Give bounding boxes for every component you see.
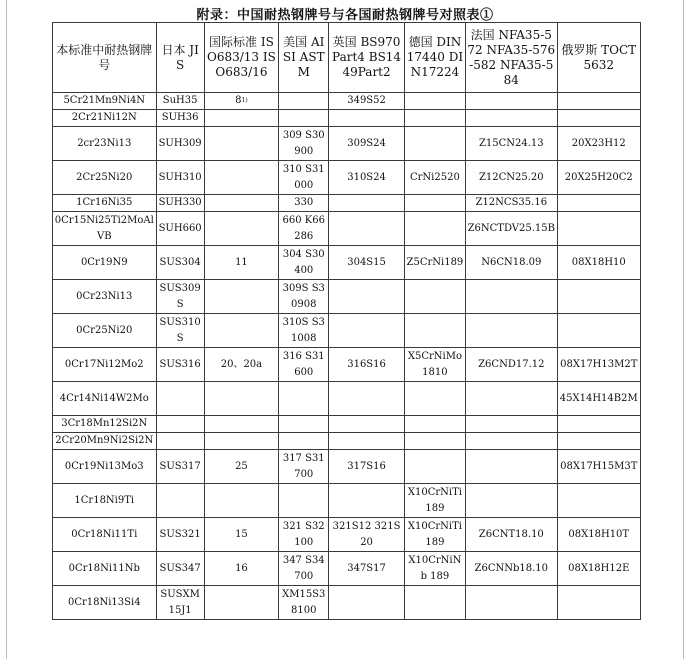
table-cell — [156, 195, 204, 212]
table-cell — [557, 416, 640, 433]
column-header: 英国 BS970Part4 BS1449Part2 — [329, 23, 404, 93]
table-cell — [156, 110, 204, 127]
table-cell — [466, 416, 557, 433]
table-cell — [466, 450, 557, 484]
cell-text: SUH330 — [158, 197, 202, 208]
cell-text: X10CrNiNb 189 — [408, 554, 462, 582]
cell-text: SUS304 — [159, 256, 201, 268]
table-cell — [279, 212, 329, 246]
table-row — [53, 348, 641, 382]
table-cell — [53, 246, 157, 280]
table-row — [53, 552, 641, 586]
cell-text: 08X17H13M2T — [560, 358, 638, 370]
table-row — [53, 110, 641, 127]
table-cell — [204, 280, 278, 314]
table-cell — [329, 450, 404, 484]
page-title: 附录：中国耐热钢牌号与各国耐热钢牌号对照表① — [196, 8, 494, 23]
table-cell — [466, 433, 557, 450]
table-cell — [466, 161, 557, 195]
table-cell — [329, 348, 404, 382]
table-cell — [329, 110, 404, 127]
cell-text: 310 S31000 — [282, 163, 325, 191]
table-cell — [204, 433, 278, 450]
table-cell — [329, 246, 404, 280]
table-cell — [557, 586, 640, 620]
table-cell — [53, 382, 157, 416]
cell-text: SUSXM15J1 — [160, 588, 200, 616]
cell-text: 310S S31008 — [282, 316, 325, 344]
column-header: 日本 JIS — [156, 23, 204, 93]
table-cell — [53, 450, 157, 484]
table-cell — [204, 246, 278, 280]
table-cell — [557, 195, 640, 212]
table-cell — [466, 246, 557, 280]
table-cell — [466, 280, 557, 314]
table-cell — [53, 433, 157, 450]
cell-text: Z12CN25.20 — [478, 171, 544, 183]
table-cell — [53, 348, 157, 382]
table-cell — [404, 161, 465, 195]
cell-text: 5Cr21Mn9Ni4N — [63, 95, 146, 106]
table-row — [53, 161, 641, 195]
table-cell — [204, 110, 278, 127]
cell-text: 08X18H12E — [568, 562, 630, 574]
table-cell — [466, 127, 557, 161]
cell-text: SUS309S — [159, 282, 201, 310]
table-cell — [279, 93, 329, 110]
column-header: 美国 AISI ASTM — [279, 23, 329, 93]
cell-text: 0Cr19Ni13Mo3 — [64, 460, 144, 472]
table-cell — [156, 416, 204, 433]
table-cell — [279, 416, 329, 433]
cell-text: 8 — [235, 95, 242, 106]
table-cell — [404, 433, 465, 450]
table-cell — [156, 212, 204, 246]
table-cell — [279, 433, 329, 450]
table-cell — [279, 586, 329, 620]
table-cell — [329, 382, 404, 416]
cell-text: 16 — [235, 562, 248, 574]
table-cell — [279, 314, 329, 348]
cell-text: 3Cr18Mn12Si2N — [61, 418, 148, 429]
table-cell — [279, 195, 329, 212]
cell-text: 309S24 — [347, 137, 386, 149]
cell-text: 321 S32100 — [282, 520, 325, 548]
cell-text: Z5CrNi189 — [406, 256, 464, 268]
cell-text: SUH36 — [161, 112, 199, 123]
table-cell — [557, 484, 640, 518]
table-cell — [204, 586, 278, 620]
table-cell — [53, 586, 157, 620]
table-cell — [156, 433, 204, 450]
cell-text: 309S S30908 — [282, 282, 325, 310]
table-cell — [404, 246, 465, 280]
table-cell — [329, 416, 404, 433]
footnote-marker: 1) — [241, 97, 248, 104]
table-cell — [557, 450, 640, 484]
cell-text: 45X14H14B2M — [559, 392, 638, 404]
table-cell — [156, 93, 204, 110]
table-cell — [557, 212, 640, 246]
table-cell — [156, 161, 204, 195]
table-row — [53, 127, 641, 161]
table-cell — [404, 484, 465, 518]
cell-text: 0Cr15Ni25Ti2MoAlVB — [54, 214, 154, 242]
table-cell — [156, 552, 204, 586]
table-cell — [557, 280, 640, 314]
table-cell — [466, 348, 557, 382]
table-cell — [279, 280, 329, 314]
cell-text: 0Cr18Ni11Ti — [71, 528, 138, 540]
cell-text: SUH660 — [158, 222, 202, 234]
table-cell — [557, 110, 640, 127]
table-cell — [204, 484, 278, 518]
table-cell — [557, 93, 640, 110]
table-cell — [404, 416, 465, 433]
table-cell — [204, 127, 278, 161]
table-cell — [557, 518, 640, 552]
table-cell — [53, 195, 157, 212]
cell-text: 304 S30400 — [282, 248, 325, 276]
table-cell — [53, 552, 157, 586]
cell-text: X5CrNiMo 1810 — [407, 350, 462, 378]
table-cell — [466, 518, 557, 552]
table-row — [53, 484, 641, 518]
cell-text: 20、20a — [220, 358, 263, 370]
cell-text: XM15S3 8100 — [282, 588, 326, 616]
table-cell — [204, 518, 278, 552]
cell-text: 08X17H15M3T — [560, 460, 638, 472]
cell-text: Z6CND17.12 — [478, 358, 545, 370]
cell-text: 20X25H20C2 — [564, 171, 633, 183]
table-cell — [53, 416, 157, 433]
table-cell — [279, 348, 329, 382]
column-header: 本标准中耐热钢牌号 — [53, 23, 157, 93]
cell-text: 316S16 — [347, 358, 386, 370]
cell-text: 2Cr20Mn9Ni2Si2N — [55, 435, 154, 446]
table-cell — [53, 280, 157, 314]
table-cell — [204, 416, 278, 433]
table-cell — [279, 382, 329, 416]
table-cell — [466, 195, 557, 212]
cell-text: 317 S31700 — [282, 452, 325, 480]
cell-text: 349S52 — [347, 95, 386, 106]
table-cell — [156, 484, 204, 518]
cell-text: SUS347 — [159, 562, 201, 574]
table-cell — [204, 348, 278, 382]
table-cell — [404, 382, 465, 416]
table-cell — [404, 195, 465, 212]
cell-text: 347 S34700 — [282, 554, 325, 582]
table-cell — [329, 484, 404, 518]
table-row — [53, 433, 641, 450]
cell-text: 2Cr25Ni20 — [76, 171, 133, 183]
table-cell — [404, 110, 465, 127]
table-row — [53, 416, 641, 433]
cell-text: 321S12 321S20 — [332, 520, 401, 548]
cell-text: 0Cr25Ni20 — [76, 324, 133, 336]
table-cell — [53, 93, 157, 110]
cell-text: 304S15 — [347, 256, 386, 268]
table-cell — [53, 161, 157, 195]
table-row — [53, 518, 641, 552]
table-cell — [404, 280, 465, 314]
table-cell — [404, 450, 465, 484]
table-cell — [404, 348, 465, 382]
cell-text: 0Cr23Ni13 — [76, 290, 133, 302]
table-cell — [204, 195, 278, 212]
header-row — [53, 23, 641, 93]
table-cell — [557, 382, 640, 416]
table-cell — [329, 161, 404, 195]
cell-text: 08X18H10T — [568, 528, 630, 540]
table-row — [53, 314, 641, 348]
table-cell — [204, 93, 278, 110]
cell-text: 15 — [235, 528, 248, 540]
cell-text: 4Cr14Ni14W2Mo — [59, 392, 149, 404]
cell-text: 0Cr17Ni12Mo2 — [64, 358, 144, 370]
table-cell — [279, 518, 329, 552]
table-row — [53, 280, 641, 314]
table-cell — [279, 161, 329, 195]
cell-text: SUH310 — [158, 171, 202, 183]
steel-grade-table — [52, 22, 641, 620]
table-row — [53, 212, 641, 246]
cell-text: 11 — [235, 256, 248, 268]
cell-text: 1Cr16Ni35 — [76, 197, 133, 208]
cell-text: 1Cr18Ni9Ti — [74, 494, 135, 506]
table-cell — [53, 127, 157, 161]
table-cell — [466, 314, 557, 348]
table-row — [53, 382, 641, 416]
cell-text: 0Cr18Ni13Si4 — [67, 596, 141, 608]
table-cell — [156, 314, 204, 348]
table-cell — [329, 314, 404, 348]
cell-text: X10CrNiTi 189 — [407, 520, 462, 548]
table-cell — [53, 518, 157, 552]
table-cell — [557, 433, 640, 450]
table-cell — [204, 161, 278, 195]
table-cell — [466, 552, 557, 586]
table-cell — [466, 586, 557, 620]
cell-text: 2cr23Ni13 — [77, 137, 132, 149]
cell-text: 25 — [235, 460, 248, 472]
table-cell — [279, 552, 329, 586]
table-cell — [329, 518, 404, 552]
cell-text: Z15CN24.13 — [478, 137, 544, 149]
table-row — [53, 586, 641, 620]
page-edge-left — [6, 0, 7, 659]
table-cell — [53, 110, 157, 127]
cell-text: 660 K66286 — [282, 214, 325, 242]
table-cell — [404, 93, 465, 110]
table-cell — [156, 586, 204, 620]
table-cell — [156, 246, 204, 280]
table-cell — [329, 433, 404, 450]
cell-text: SUS317 — [159, 460, 201, 472]
cell-text: 309 S30900 — [282, 129, 325, 157]
cell-text: SuH35 — [162, 95, 198, 106]
table-cell — [204, 212, 278, 246]
cell-text: Z6NCTDV25.15B — [467, 222, 555, 234]
table-cell — [557, 127, 640, 161]
table-cell — [156, 518, 204, 552]
cell-text: Z12NCS35.16 — [475, 197, 548, 208]
table-row — [53, 450, 641, 484]
table-cell — [279, 484, 329, 518]
cell-text: 347S17 — [347, 562, 386, 574]
table-cell — [279, 246, 329, 280]
cell-text: 317S16 — [347, 460, 386, 472]
cell-text: 316 S31600 — [282, 350, 325, 378]
table-cell — [53, 484, 157, 518]
cell-text: SUH309 — [158, 137, 202, 149]
table-cell — [329, 127, 404, 161]
cell-text: 08X18H10 — [571, 256, 626, 268]
table-cell — [557, 161, 640, 195]
table-cell — [53, 314, 157, 348]
table-cell — [156, 348, 204, 382]
cell-text: SUS321 — [159, 528, 201, 540]
table-cell — [156, 127, 204, 161]
cell-text: CrNi2520 — [409, 171, 460, 183]
cell-text: SUS310S — [159, 316, 201, 344]
table-cell — [404, 552, 465, 586]
cell-text: 310S24 — [347, 171, 386, 183]
table-cell — [404, 212, 465, 246]
table-cell — [204, 552, 278, 586]
table-cell — [53, 212, 157, 246]
table-cell — [557, 246, 640, 280]
table-cell — [557, 348, 640, 382]
table-cell — [404, 586, 465, 620]
table-cell — [329, 586, 404, 620]
table-cell — [329, 552, 404, 586]
cell-text: 2Cr21Ni12N — [71, 112, 137, 123]
table-body — [53, 93, 641, 620]
table-cell — [329, 195, 404, 212]
table-cell — [557, 314, 640, 348]
table-cell — [404, 314, 465, 348]
cell-text: 0Cr18Ni11Nb — [68, 562, 140, 574]
table-row — [53, 195, 641, 212]
table-cell — [156, 450, 204, 484]
table-row — [53, 246, 641, 280]
cell-text: Z6CNT18.10 — [478, 528, 544, 540]
cell-text: 0Cr19N9 — [80, 256, 128, 268]
table-cell — [329, 280, 404, 314]
table-cell — [557, 552, 640, 586]
column-header: 德国 DIN17440 DIN17224 — [404, 23, 465, 93]
table-cell — [156, 382, 204, 416]
cell-text: Z6CNNb18.10 — [474, 562, 549, 574]
page-edge-right — [683, 0, 684, 659]
cell-text: X10CrNiTi 189 — [407, 486, 462, 514]
table-cell — [466, 93, 557, 110]
cell-text: 330 — [294, 197, 314, 208]
table-cell — [404, 518, 465, 552]
table-cell — [204, 450, 278, 484]
table-cell — [279, 450, 329, 484]
table-cell — [279, 127, 329, 161]
column-header: 俄罗斯 TOCT 5632 — [557, 23, 640, 93]
table-cell — [204, 382, 278, 416]
cell-text: 20X23H12 — [571, 137, 626, 149]
table-cell — [466, 484, 557, 518]
table-cell — [466, 110, 557, 127]
table-cell — [204, 314, 278, 348]
cell-text: N6CN18.09 — [481, 256, 542, 268]
table-row — [53, 93, 641, 110]
table-cell — [279, 110, 329, 127]
table-cell — [156, 280, 204, 314]
table-cell — [466, 382, 557, 416]
column-header: 国际标准 ISO683/13 ISO683/16 — [204, 23, 278, 93]
cell-text: SUS316 — [159, 358, 201, 370]
table-cell — [466, 212, 557, 246]
table-cell — [404, 127, 465, 161]
table-cell — [329, 212, 404, 246]
column-header: 法国 NFA35-572 NFA35-576-582 NFA35-584 — [466, 23, 557, 93]
table-cell — [329, 93, 404, 110]
